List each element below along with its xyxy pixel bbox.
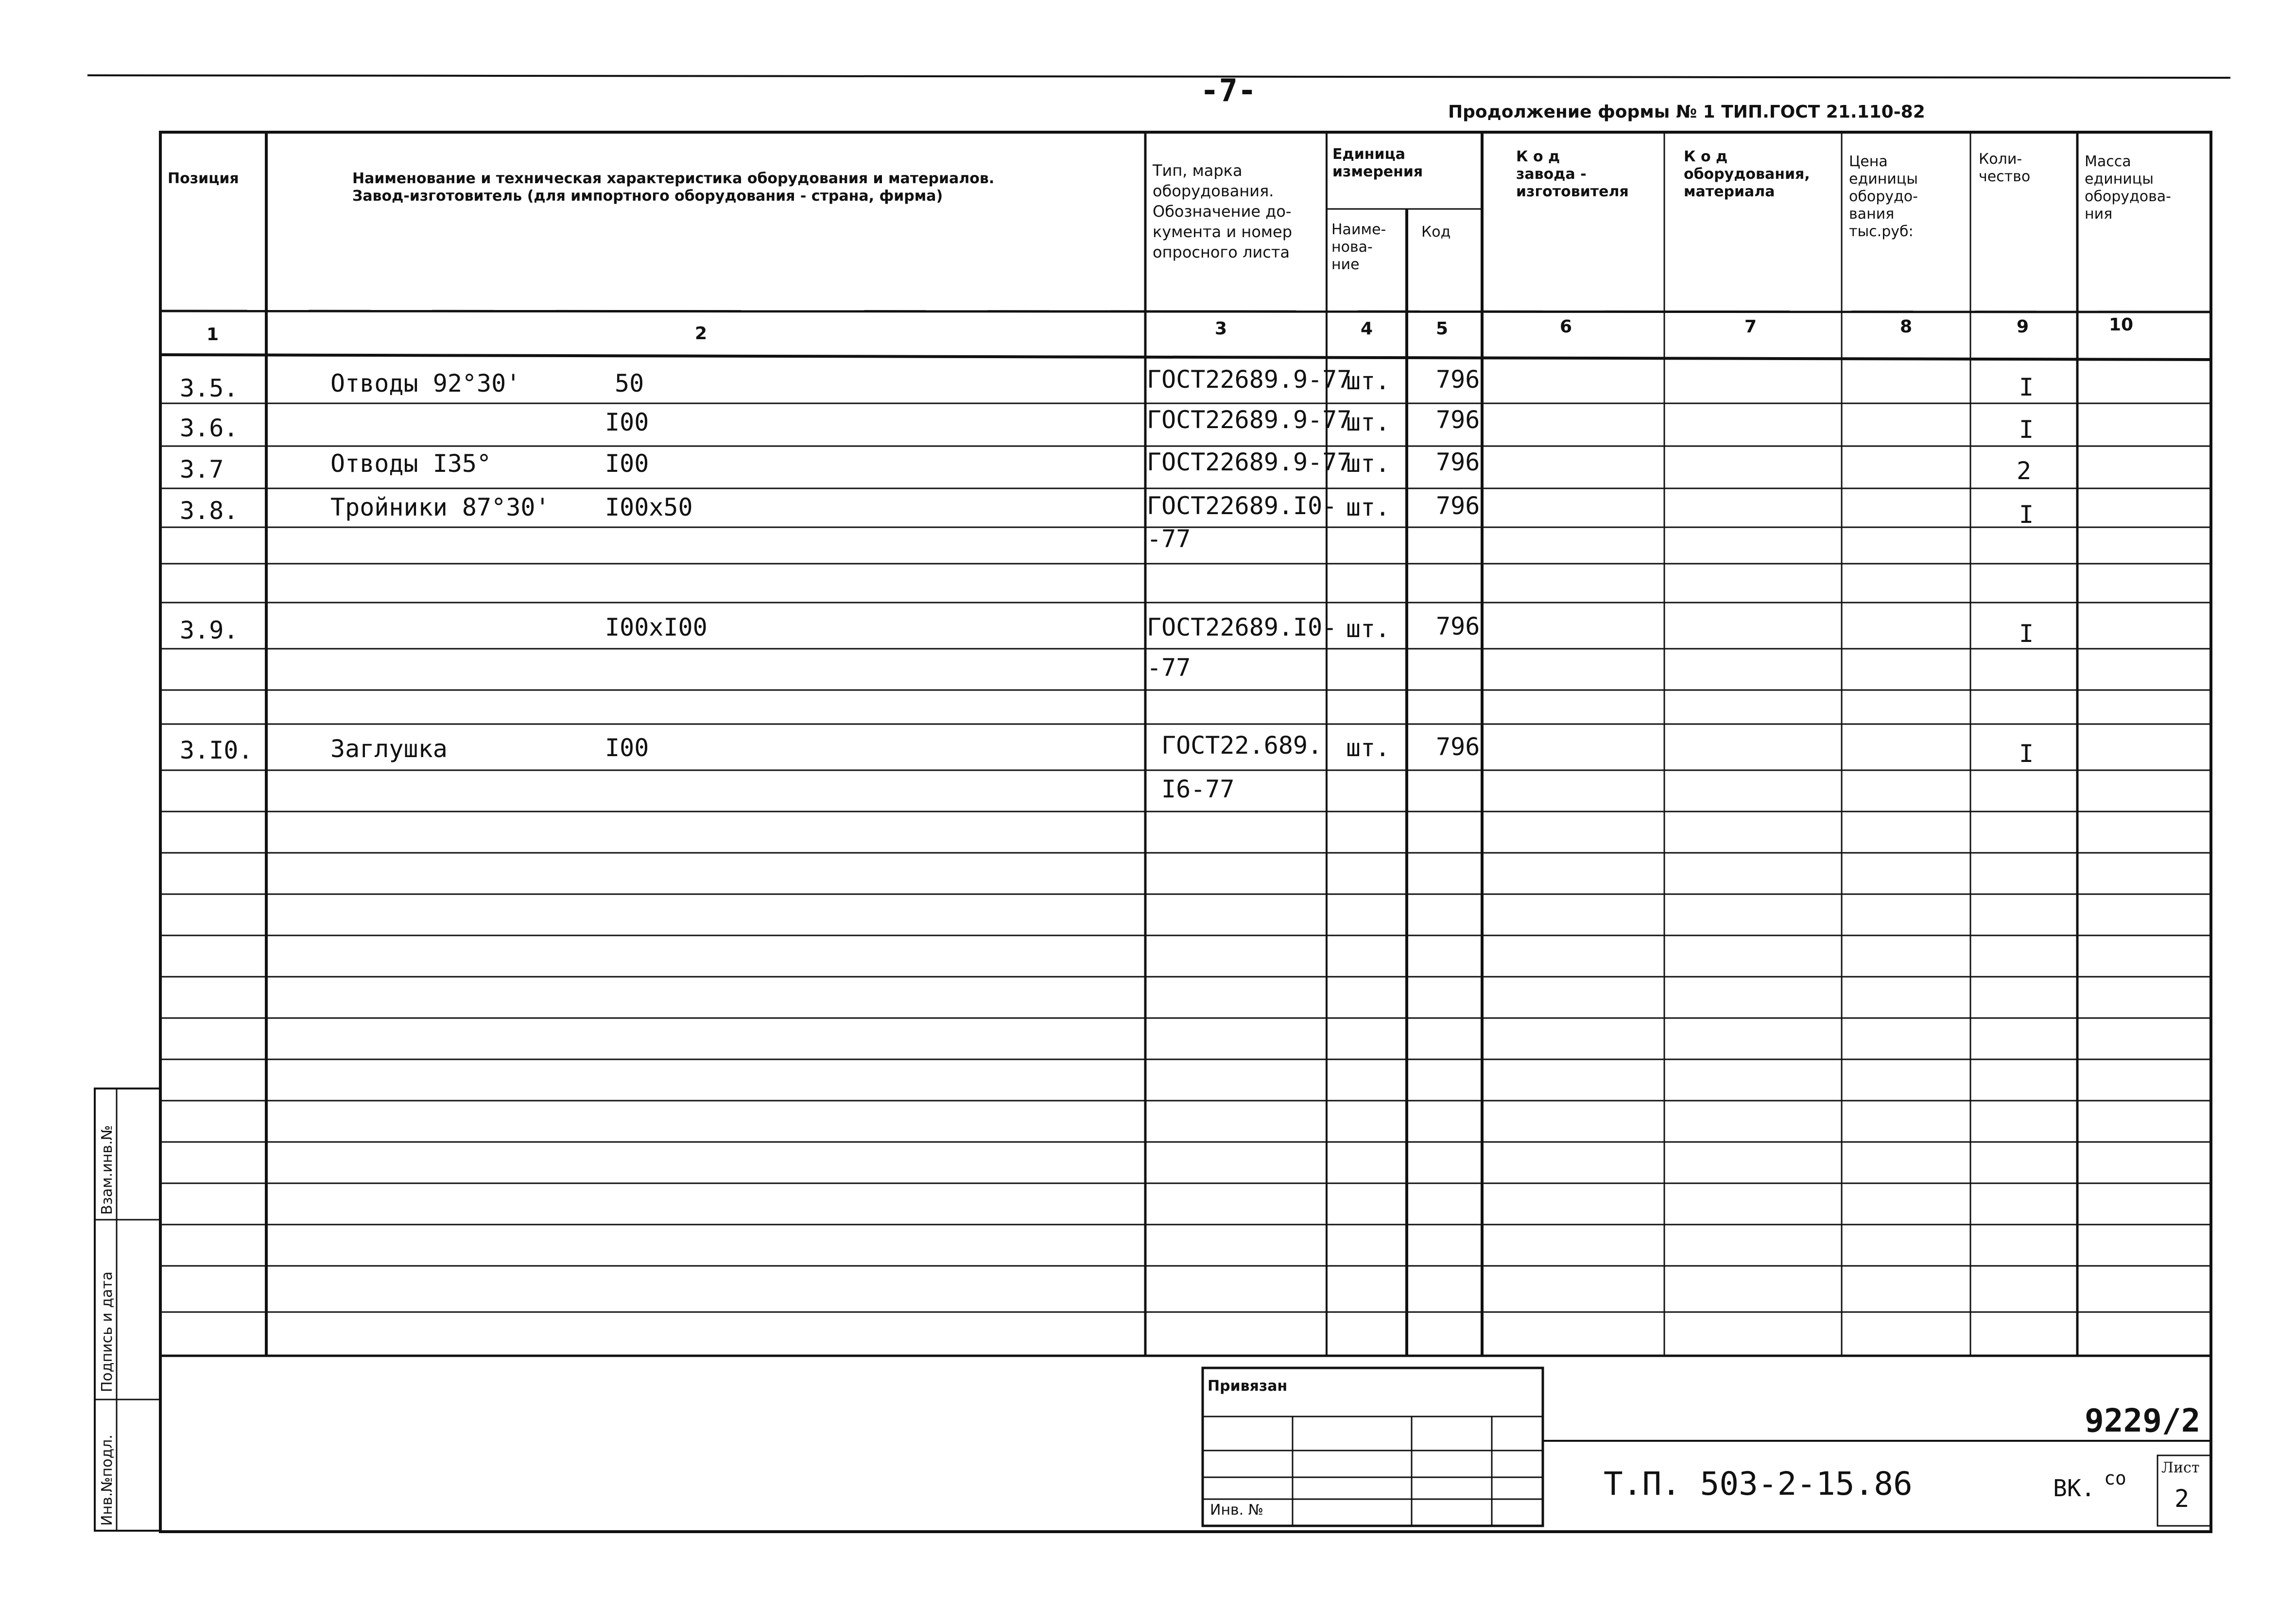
sheet-label: Лист	[2161, 1459, 2200, 1476]
row-doc: ГОСТ22689.I0-	[1147, 613, 1337, 641]
col-num-3: 3	[1215, 319, 1227, 339]
col-num-10: 10	[2109, 315, 2134, 335]
row-position: 3.I0.	[180, 736, 253, 764]
side-stamp-inv-original: Инв.№подл.	[99, 1434, 116, 1526]
col-num-2: 2	[695, 324, 708, 344]
row-unit: шт.	[1346, 408, 1390, 436]
col-num-5: 5	[1436, 319, 1449, 339]
row-size: I00xI00	[605, 613, 708, 641]
row-code: 796	[1436, 448, 1480, 476]
row-position: 3.9.	[180, 616, 239, 644]
col-num-6: 6	[1560, 317, 1572, 337]
header-type: Тип, марка оборудования. Обозначение до- кумента и номер опросного листа	[1153, 161, 1293, 261]
row-code: 796	[1436, 492, 1480, 520]
col-num-9: 9	[2017, 317, 2029, 337]
row-position: 3.5.	[180, 374, 239, 402]
header-position: Позиция	[168, 170, 239, 187]
row-unit: шт.	[1346, 734, 1390, 762]
header-unit: Единица измерения	[1332, 146, 1423, 180]
row-size: I00	[605, 408, 649, 436]
stamp-inv: Инв. №	[1210, 1502, 1264, 1519]
col-num-7: 7	[1744, 317, 1757, 337]
row-doc-cont: I6-77	[1161, 775, 1235, 803]
row-code: 796	[1436, 733, 1480, 761]
side-stamp-signature-date: Подпись и дата	[99, 1271, 116, 1392]
row-doc: ГОСТ22689.9-77	[1147, 365, 1352, 394]
row-code: 796	[1436, 612, 1480, 640]
row-code: 796	[1436, 365, 1480, 394]
header-factory-code: К о д завода - изготовителя	[1516, 148, 1629, 200]
row-doc: ГОСТ22.689.	[1161, 731, 1323, 760]
row-name: Отводы I35°	[330, 449, 492, 478]
row-qty: I	[2019, 740, 2034, 768]
row-position: 3.6.	[180, 414, 239, 442]
header-qty: Коли- чество	[1979, 151, 2031, 185]
row-doc: ГОСТ22689.9-77	[1147, 448, 1352, 476]
col-num-1: 1	[207, 325, 219, 345]
row-position: 3.8.	[180, 497, 239, 525]
row-unit: шт.	[1346, 367, 1390, 395]
header-name: Наименование и техническая характеристика оборудования и материалов. Завод-изготовитель (для импортного оборудования - страна, фирма)	[352, 170, 995, 205]
row-size: I00	[605, 734, 649, 762]
side-stamp-replace-inv: Взам.инв.№	[99, 1125, 116, 1215]
header-mass: Масса единицы оборудова- ния	[2085, 153, 2171, 223]
row-unit: шт.	[1346, 615, 1390, 643]
mark-code: ВК.	[2053, 1475, 2095, 1502]
sheet-number: 2	[2175, 1485, 2190, 1513]
row-size: I00x50	[605, 493, 693, 521]
header-unit-code: Код	[1421, 224, 1451, 241]
row-qty: I	[2019, 620, 2034, 648]
row-doc: ГОСТ22689.I0-	[1147, 492, 1337, 520]
row-unit: шт.	[1346, 493, 1390, 521]
row-qty: I	[2019, 501, 2034, 529]
archive-number: 9229/2	[2085, 1402, 2201, 1439]
row-qty: 2	[2017, 457, 2032, 485]
row-unit: шт.	[1346, 449, 1390, 478]
page-number: -7-	[1200, 73, 1257, 109]
stamp-privyazan: Привязан	[1208, 1378, 1288, 1395]
row-name: Тройники 87°30'	[330, 493, 550, 521]
col-num-8: 8	[1900, 317, 1913, 337]
row-name: Отводы 92°30'	[330, 369, 521, 397]
col-num-4: 4	[1361, 319, 1373, 339]
row-qty: I	[2019, 415, 2034, 444]
header-price: Цена единицы оборудо- вания тыс.руб:	[1849, 153, 1918, 240]
row-code: 796	[1436, 406, 1480, 434]
project-code: Т.П. 503-2-15.86	[1604, 1465, 1913, 1503]
row-qty: I	[2019, 373, 2034, 401]
row-doc-cont: -77	[1147, 654, 1191, 682]
header-equip-code: К о д оборудования, материала	[1684, 148, 1810, 200]
form-continuation: Продолжение формы № 1 ТИП.ГОСТ 21.110-82	[1448, 102, 1925, 122]
row-name: Заглушка	[330, 735, 448, 763]
row-doc: ГОСТ22689.9-77	[1147, 406, 1352, 434]
row-size: I00	[605, 449, 649, 478]
row-doc-cont: -77	[1147, 525, 1191, 553]
header-unit-name: Наиме- нова- ние	[1331, 221, 1386, 273]
mark-suffix: со	[2104, 1468, 2126, 1489]
row-size: 50	[615, 369, 644, 397]
row-position: 3.7	[180, 455, 224, 484]
